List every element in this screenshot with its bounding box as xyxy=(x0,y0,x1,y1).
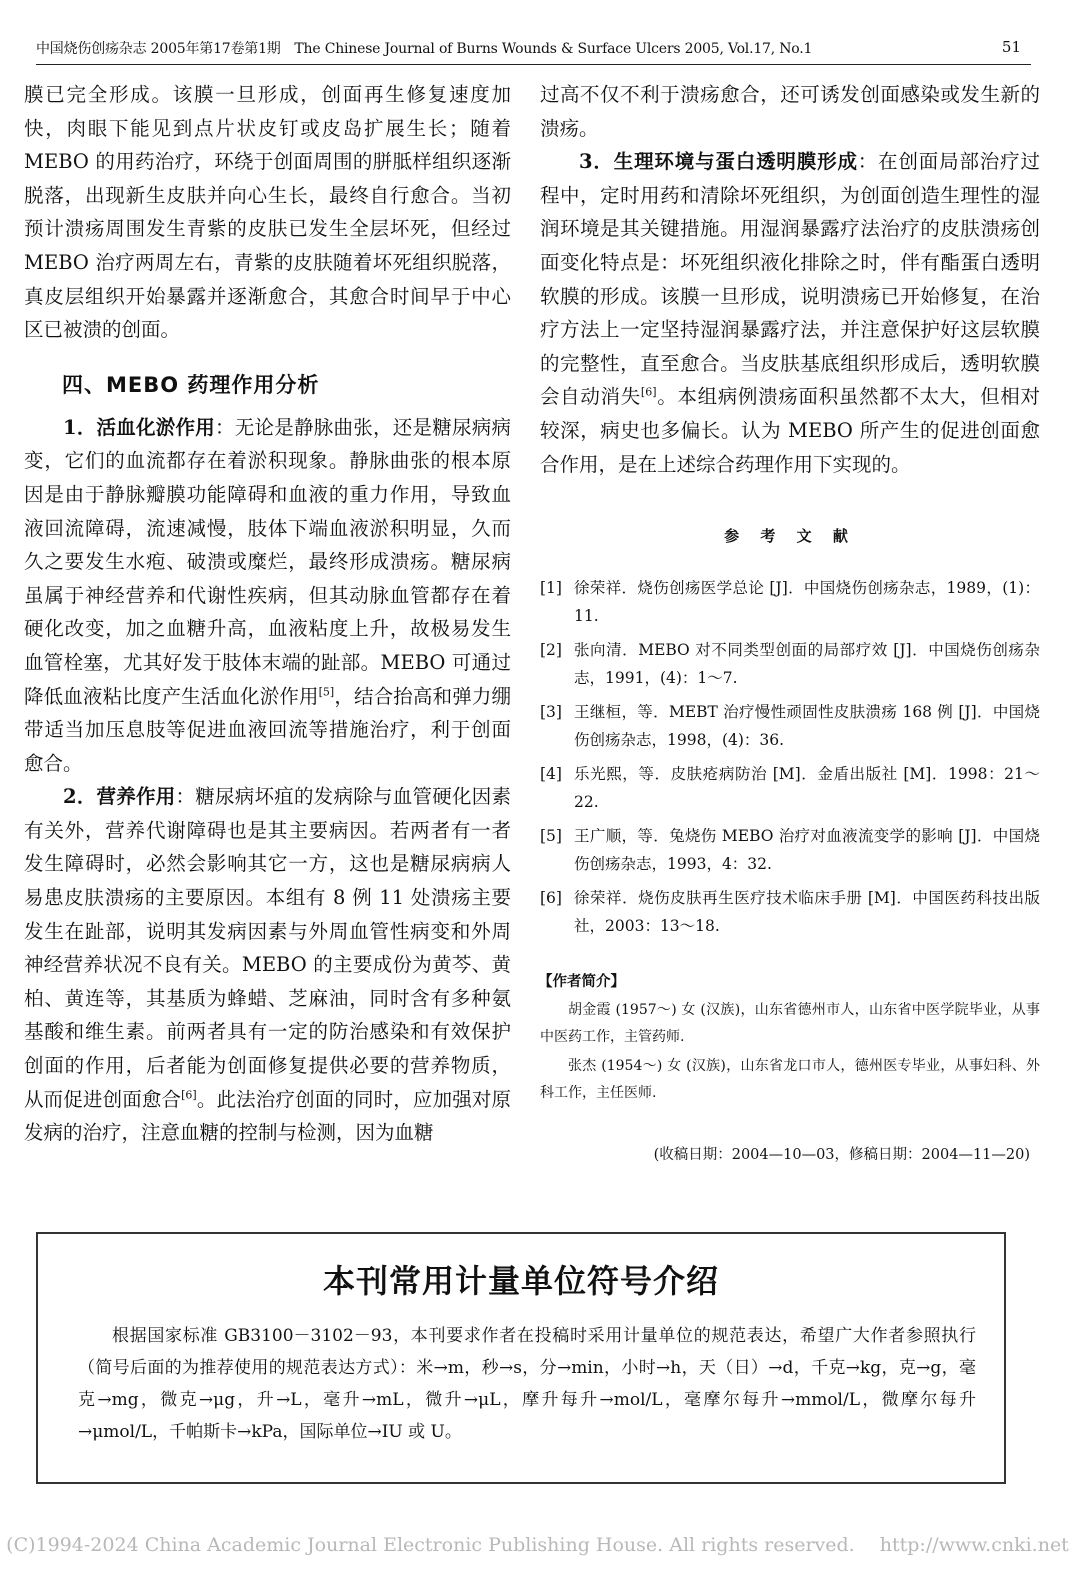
reference-item: [3] 王继桓，等．MEBT 治疗慢性顽固性皮肤溃疡 168 例 [J]．中国烧伤创疡杂志，1998，(4)：36. xyxy=(540,703,1040,750)
reference-item: [1] 徐荣祥．烧伤创疡医学总论 [J]．中国烧伤创疡杂志，1989，(1)：11. xyxy=(540,579,1040,626)
notice-title: 本刊常用计量单位符号介绍 xyxy=(322,1262,719,1300)
journal-title: 中国烧伤创疡杂志 2005年第17卷第1期 The Chinese Journal of Burns Wounds & Surface Ulcers 2005, Vol.17, No.1 xyxy=(36,41,813,57)
paragraph-continuation: 膜已完全形成。该膜一旦形成，创面再生修复速度加快，肉眼下能见到点片状皮钉或皮岛扩展生长；随着 MEBO 的用药治疗，环绕于创面周围的胼胝样组织逐渐脱落，出现新生皮肤并向心生长，最终自行愈合。当初预计溃疡周围发生青紫的皮肤已发生全层坏死，但经过 MEBO 治疗两周左右，青紫的皮肤随着坏死组织脱落，真皮层组织开始暴露并逐渐愈合，其愈合时间早于中心区已被溃的创面。 xyxy=(24,83,511,342)
running-header xyxy=(36,34,1031,65)
page-number: 51 xyxy=(1001,38,1021,56)
received-dates: (收稿日期：2004—10—03，修稿日期：2004—11—20) xyxy=(653,1147,1030,1164)
paragraph-text: ：无论是静脉曲张，还是糖尿病病变，它们的血流都存在着淤积现象。静脉曲张的根本原因是由于静脉瓣膜功能障碍和血液的重力作用，导致血液回流障碍，流速减慢，肢体下端血液淤积明显，久而久之要发生水疱、破溃或糜烂，最终形成溃疡。糖尿病虽属于神经营养和代谢性疾病，但其动脉血管都存在着硬化改变，加之血糖升高，血液粘度上升，故极易发生血管栓塞，尤其好发于肢体末端的趾部。MEBO 可通过降低血液粘比度产生活血化淤作用 xyxy=(24,415,511,708)
paragraph-blood-stasis xyxy=(24,411,511,781)
notice-body: 根据国家标准 GB3100－3102－93，本刊要求作者在投稿时采用计量单位的规范表达，希望广大作者参照执行（简号后面的为推荐使用的规范表达方式）：米→m，秒→s，分→min，小时→h，天（日）→d，千克→kg，克→g，毫克→mg，微克→μg，升→L，毫升→mL，微升→μL，摩升每升→mol/L，毫摩尔每升→mmol/L，微摩尔每升→μmol/L，千帕斯卡→kPa，国际单位→IU 或 U。 xyxy=(78,1326,976,1442)
paragraph-membrane xyxy=(540,145,1040,481)
reference-item: [5] 王广顺，等．兔烧伤 MEBO 治疗对血液流变学的影响 [J]．中国烧伤创疡杂志，1993，4：32. xyxy=(540,827,1040,874)
citation: [6] xyxy=(181,1088,197,1102)
author-bio: 张杰 (1954～) 女 (汉族)，山东省龙口市人，德州医专毕业，从事妇科、外科工作，主任医师. xyxy=(540,1058,1040,1102)
right-column xyxy=(540,78,1040,1164)
subsection-title: 3．生理环境与蛋白透明膜形成 xyxy=(579,150,858,174)
left-column xyxy=(24,78,511,1150)
reference-item: [6] 徐荣祥．烧伤皮肤再生医疗技术临床手册 [M]．中国医药科技出版社，2003：13～18. xyxy=(540,889,1040,936)
units-notice-box xyxy=(36,1232,1006,1484)
author-bio-heading: 【作者简介】 xyxy=(538,974,625,991)
subsection-title: 2．营养作用 xyxy=(63,785,176,809)
author-bio: 胡金霞 (1957～) 女 (汉族)，山东省德州市人，山东省中医学院毕业，从事中医药工作，主管药师. xyxy=(540,1002,1040,1046)
paragraph-text: 。此法治疗创面的同时，应加强对原发病的治疗，注意血糖的控制与检测，因为血糖 xyxy=(24,1087,511,1145)
copyright-footer: (C)1994-2024 China Academic Journal Electronic Publishing House. All rights reserved. http://www.cnki.net xyxy=(6,1534,1069,1556)
references-heading: 参 考 文 献 xyxy=(724,527,856,546)
reference-item: [4] 乐光熙，等．皮肤疮病防治 [M]．金盾出版社 [M]．1998：21～22. xyxy=(540,765,1040,812)
subsection-title: 1．活血化淤作用 xyxy=(63,415,216,439)
paragraph-text: ：糖尿病坏疽的发病除与血管硬化因素有关外，营养代谢障碍也是其主要病因。若两者有一者发生障碍时，必然会影响其它一方，这也是糖尿病病人易患皮肤溃疡的主要原因。本组有 8 例 11 处溃疡主要发生在趾部，说明其发病因素与外周血管性病变和外周神经营养状况不良有关。MEBO 的主要成份为黄芩、黄柏、黄连等，其基质为蜂蜡、芝麻油，同时含有多种氨基酸和维生素。前两者具有一定的防治感染和有效保护创面的作用，后者能为创面修复提供必要的营养物质，从而促进创面愈合 xyxy=(24,785,511,1111)
citation: [6] xyxy=(640,385,657,399)
references-list xyxy=(540,574,1040,940)
section-heading: 四、MEBO 药理作用分析 xyxy=(62,372,320,397)
paragraph-text: 。本组病例溃疡面积虽然都不太大，但相对较深，病史也多偏长。认为 MEBO 所产生的促进创面愈合作用，是在上述综合药理作用下实现的。 xyxy=(540,385,1040,476)
paragraph-text: ，结合抬高和弹力绷带适当加压息肢等促进血液回流等措施治疗，利于创面愈合。 xyxy=(24,684,511,775)
paragraph-text: ：在创面局部治疗过程中，定时用药和清除坏死组织，为创面创造生理性的湿润环境是其关键措施。用湿润暴露疗法治疗的皮肤溃疡创面变化特点是：坏死组织液化排除之时，伴有酯蛋白透明软膜的形成。该膜一旦形成，说明溃疡已开始修复，在治疗方法上一定坚持湿润暴露疗法，并注意保护好这层软膜的完整性，直至愈合。当皮肤基底组织形成后，透明软膜会自动消失 xyxy=(540,150,1040,409)
paragraph-nutrition xyxy=(24,780,511,1150)
paragraph-continuation: 过高不仅不利于溃疡愈合，还可诱发创面感染或发生新的溃疡。 xyxy=(540,83,1040,140)
citation: [5] xyxy=(318,685,335,698)
reference-item: [2] 张向清．MEBO 对不同类型创面的局部疗效 [J]．中国烧伤创疡杂志，1991，(4)：1～7. xyxy=(540,641,1040,688)
